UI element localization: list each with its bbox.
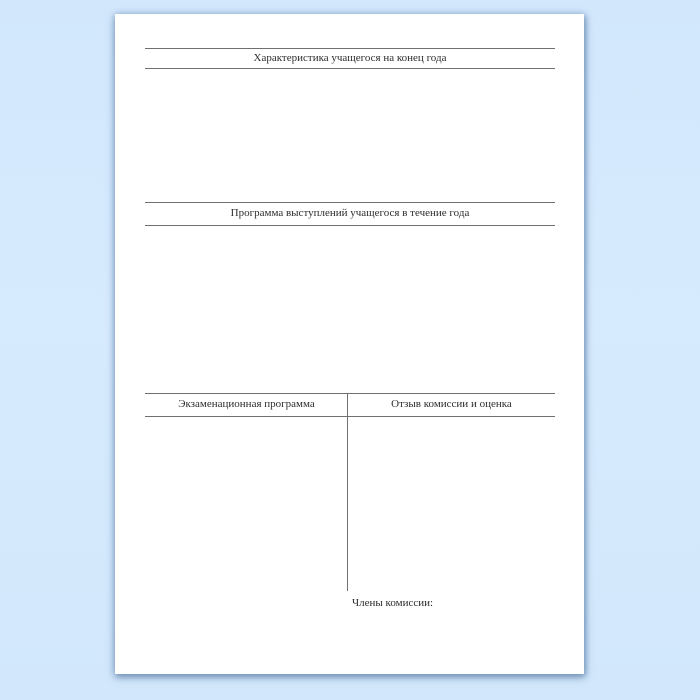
commission-review-column-header: Отзыв комиссии и оценка xyxy=(391,398,512,410)
rule-bottom-section1 xyxy=(145,68,555,69)
characteristics-blank-area xyxy=(145,70,555,201)
section2-title: Программа выступлений учащегося в течение года xyxy=(230,207,470,219)
column-divider xyxy=(347,393,348,591)
performance-program-blank-area xyxy=(145,227,555,392)
rule-bottom-section2 xyxy=(145,225,555,226)
document-page xyxy=(115,14,584,674)
commission-review-blank-area xyxy=(349,418,555,590)
exam-program-column-header: Экзаменационная программа xyxy=(178,398,315,410)
commission-members-label: Члены комиссии: xyxy=(352,597,434,609)
exam-program-blank-area xyxy=(145,418,347,590)
section1-title: Характеристика учащегося на конец года xyxy=(253,52,447,64)
rule-bottom-section3 xyxy=(145,416,555,417)
